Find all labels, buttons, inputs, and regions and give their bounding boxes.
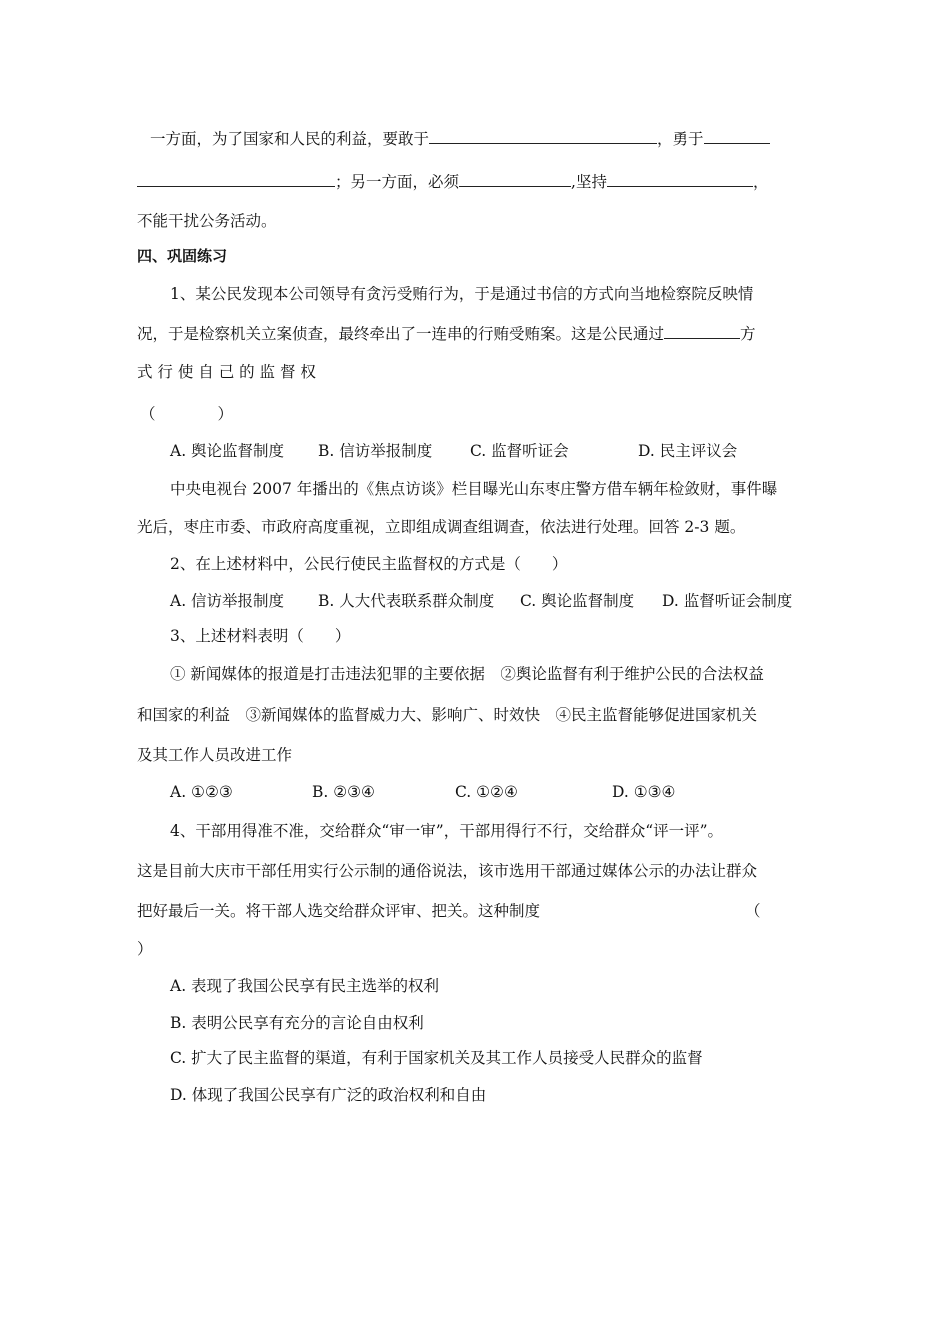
q3-option-b[interactable]: B. ②③④	[312, 783, 375, 801]
q2-option-a[interactable]: A. 信访举报制度	[170, 592, 285, 610]
q1-answer-paren[interactable]: （ ）	[140, 405, 234, 423]
material-line-1: 中央电视台 2007 年播出的《焦点访谈》栏目曝光山东枣庄警方借车辆年检敛财，事件曝	[170, 480, 778, 498]
q1-option-b[interactable]: B. 信访举报制度	[318, 442, 433, 460]
q4-line-2: 这是目前大庆市干部任用实行公示制的通俗说法，该市选用干部通过媒体公示的办法让群众	[137, 862, 758, 880]
q4-line-3: 把好最后一关。将干部人选交给群众评审、把关。这种制度	[137, 902, 541, 920]
q3-line-1: ① 新闻媒体的报道是打击违法犯罪的主要依据 ②舆论监督有利于维护公民的合法权益	[170, 665, 764, 683]
q4-option-d[interactable]: D. 体现了我国公民享有广泛的政治权利和自由	[170, 1086, 487, 1104]
q4-option-c[interactable]: C. 扩大了民主监督的渠道，有利于国家机关及其工作人员接受人民群众的监督	[170, 1049, 703, 1067]
answer-blank[interactable]	[137, 170, 335, 187]
intro-line-2	[137, 170, 768, 193]
q1-text: 方	[740, 325, 756, 343]
intro-text: 一方面，为了国家和人民的利益，要敢于	[150, 130, 430, 148]
answer-blank[interactable]	[704, 127, 770, 144]
q4-line-1: 4、干部用得准不准，交给群众“审一审”，干部用得行不行，交给群众“评一评”。	[170, 822, 724, 840]
q3-option-c[interactable]: C. ①②④	[455, 783, 518, 801]
q2-stem: 2、在上述材料中，公民行使民主监督权的方式是（ ）	[170, 555, 568, 573]
q1-option-a[interactable]: A. 舆论监督制度	[170, 442, 285, 460]
q3-line-2: 和国家的利益 ③新闻媒体的监督威力大、影响广、时效快 ④民主监督能够促进国家机关	[137, 706, 758, 724]
q1-line-1: 1、某公民发现本公司领导有贪污受贿行为，于是通过书信的方式向当地检察院反映情	[170, 285, 754, 303]
intro-text: ,坚持	[571, 173, 607, 191]
q2-option-c[interactable]: C. 舆论监督制度	[520, 592, 635, 610]
q4-option-b[interactable]: B. 表明公民享有充分的言论自由权利	[170, 1014, 424, 1032]
q2-option-b[interactable]: B. 人大代表联系群众制度	[318, 592, 495, 610]
intro-text: ；另一方面，必须	[335, 173, 460, 191]
answer-blank[interactable]	[459, 170, 571, 187]
q4-answer-paren-close[interactable]: ）	[137, 940, 153, 958]
intro-line-3: 不能干扰公务活动。	[137, 212, 277, 230]
q3-option-d[interactable]: D. ①③④	[612, 783, 676, 801]
material-line-2: 光后，枣庄市委、市政府高度重视，立即组成调查组调查，依法进行处理。回答 2-3 题。	[137, 518, 746, 536]
q3-option-a[interactable]: A. ①②③	[170, 783, 233, 801]
q3-stem: 3、上述材料表明（ ）	[170, 627, 351, 645]
answer-blank[interactable]	[664, 322, 740, 339]
q3-line-3: 及其工作人员改进工作	[137, 746, 293, 764]
intro-text: ，勇于	[657, 130, 704, 148]
q2-option-d[interactable]: D. 监督听证会制度	[662, 592, 793, 610]
q1-option-d[interactable]: D. 民主评议会	[638, 442, 738, 460]
q1-line-2	[137, 322, 756, 345]
q1-option-c[interactable]: C. 监督听证会	[470, 442, 569, 460]
q4-answer-paren-open[interactable]: （	[745, 902, 761, 920]
answer-blank[interactable]	[607, 170, 753, 187]
q4-option-a[interactable]: A. 表现了我国公民享有民主选举的权利	[170, 977, 440, 995]
answer-blank[interactable]	[429, 127, 657, 144]
q1-line-3: 式 行 使 自 己 的 监 督 权	[137, 363, 316, 381]
intro-text: ，	[752, 173, 769, 191]
q1-text: 况，于是检察机关立案侦查，最终牵出了一连串的行贿受贿案。这是公民通过	[137, 325, 665, 343]
section-heading: 四、巩固练习	[137, 247, 228, 265]
intro-line-1	[150, 127, 770, 150]
